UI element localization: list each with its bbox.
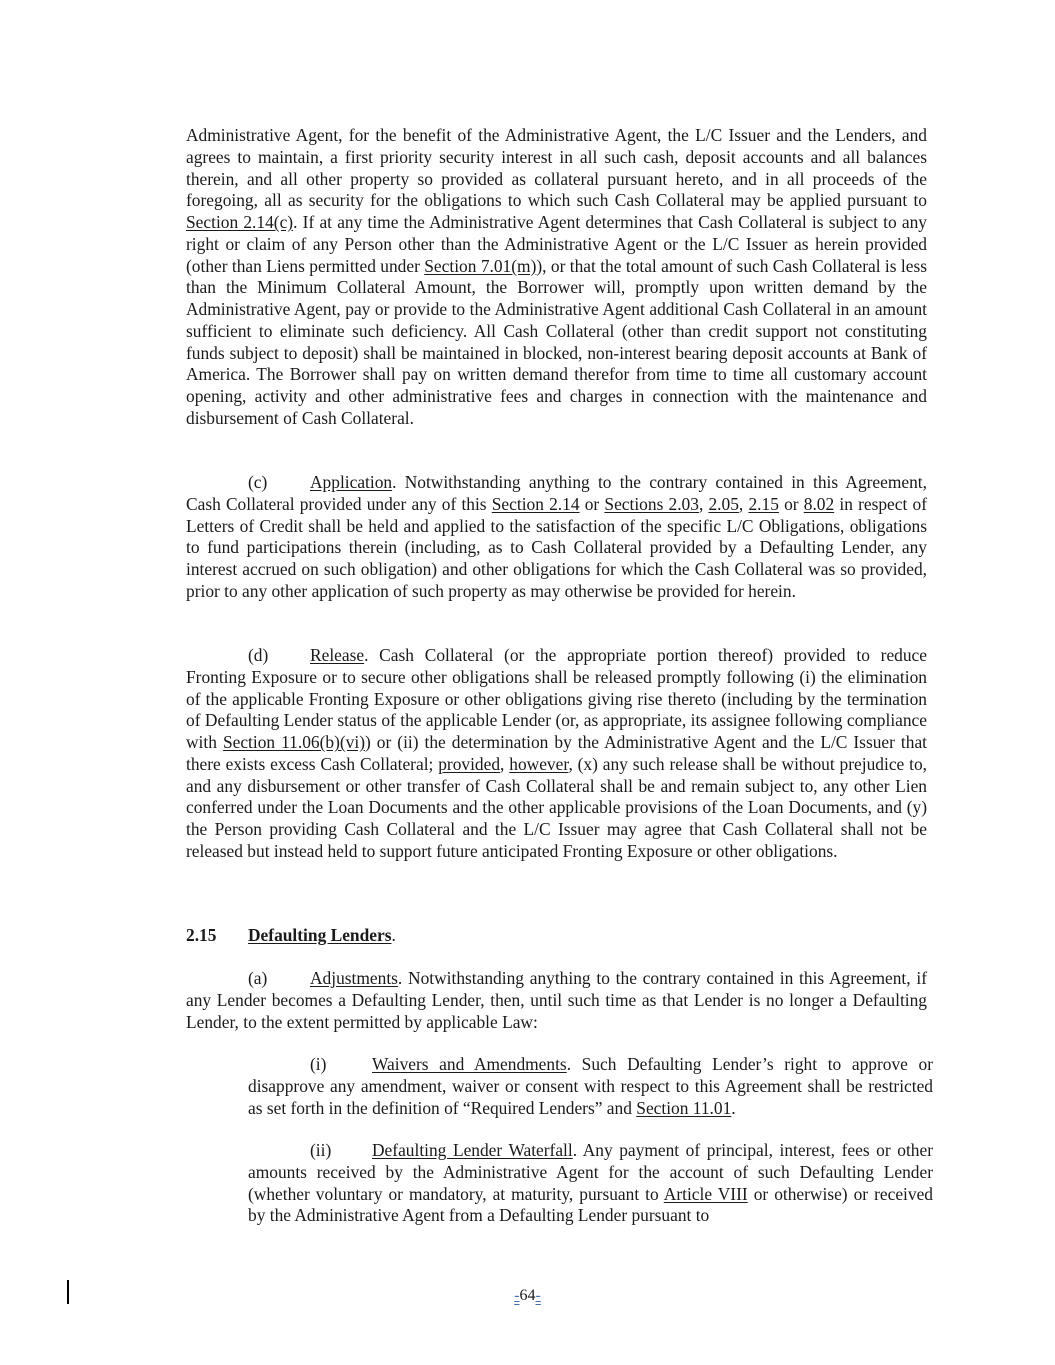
text-run: . Cash Collateral (or the appropriate portion thereof) provided to reduce Fronting Exposure or to secure other obligations shall be released promptly following (i) the elimination of the applicable Fronting Exposure or other obligations giving rise thereto (including by the termination of Defaulting Lender status of the applicable Lender (or, as appropriate, its assignee following compliance with (186, 645, 927, 752)
page-number-dash: - (514, 1287, 520, 1304)
paragraph-label: (ii) (310, 1140, 332, 1160)
text-run: or (579, 493, 605, 514)
page-number-dash: - (535, 1287, 541, 1304)
section-ref-2-14: Section 2.14 (491, 493, 580, 514)
text-run: , (500, 753, 510, 774)
section-ref-11-06: Section 11.06(b)(vi) (222, 732, 365, 752)
text-run: ), or that the total amount of such Cash Collateral is less than the Minimum Collateral Amount, the Borrower will, promptly upon written demand by the Administrative Agent, pay or provide to the Administrative Agent additional Cash Collateral in an amount sufficient to eliminate such deficiency. All Cash Collateral (other than credit support not constituting funds subject to deposit) shall be maintained in blocked, non-interest bearing deposit accounts at Bank of America. The Borrower shall pay on written demand therefor from time to time all customary account opening, activity and other administrative fees and charges in connection with the maintenance and disbursement of Cash Collateral. (186, 255, 927, 428)
paragraph-b-continuation (186, 125, 927, 430)
text-run: . (731, 1097, 736, 1118)
article-ref-viii: Article VIII (663, 1183, 748, 1204)
text-run: . Such Defaulting Lender’s right to approve or disapprove any amendment, waiver or consent with respect to this Agreement shall be restricted as set forth in the definition of “Required Lenders” and (248, 1054, 933, 1118)
paragraph-label: (a) (248, 968, 268, 988)
text-run: . Any payment of principal, interest, fees or other amounts received by the Administrative Agent for the account of such Defaulting Lender (whether voluntary or mandatory, at maturity, pursuant to (248, 1140, 933, 1204)
section-ref-11-01: Section 11.01 (636, 1097, 732, 1118)
paragraph-d (186, 645, 927, 863)
paragraph-label: (i) (310, 1054, 327, 1074)
term-provided: provided (438, 753, 501, 774)
section-title: Defaulting Lenders (248, 925, 392, 945)
paragraph-title-waterfall: Defaulting Lender Waterfall (372, 1140, 573, 1160)
text-run: ) or (ii) the determination by the Administrative Agent and the L/C Issuer that there exists excess Cash Collateral; (186, 732, 928, 774)
section-ref-2-14c: Section 2.14(c) (186, 212, 294, 232)
text-run: , (698, 493, 709, 514)
section-ref-2-05: 2.05 (708, 493, 739, 514)
term-however: however (509, 753, 569, 774)
page-number (0, 1285, 1055, 1307)
text-run: . If at any time the Administrative Agent determines that Cash Collateral is subject to any right or claim of any Person other than the Administrative Agent or the L/C Issuer as herein provided (other than Liens permitted under (186, 212, 927, 276)
text-run: or otherwise) or received by the Administrative Agent from a Defaulting Lender pursuant to (248, 1183, 933, 1226)
section-heading-2-15 (186, 925, 396, 947)
text-run: . Notwithstanding anything to the contrary contained in this Agreement, Cash Collateral provided under any of this (186, 472, 927, 514)
paragraph-label: (c) (248, 472, 268, 492)
text-run: . Notwithstanding anything to the contrary contained in this Agreement, if any Lender becomes a Defaulting Lender, then, until such time as that Lender is no longer a Defaulting Lender, to the extent permitted by applicable Law: (186, 968, 927, 1032)
section-ref-7-01m: Section 7.01(m) (424, 255, 537, 276)
section-ref-2-03: Sections 2.03 (604, 493, 699, 514)
section-ref-8-02: 8.02 (803, 493, 835, 514)
paragraph-title-release: Release (310, 645, 365, 665)
section-number: 2.15 (186, 925, 217, 945)
section-title-period: . (391, 925, 396, 945)
page-number-value: 64 (519, 1287, 536, 1304)
paragraph-a (186, 968, 927, 1033)
section-ref-2-15: 2.15 (748, 493, 779, 514)
text-run: or (778, 493, 804, 514)
paragraph-title-waivers: Waivers and Amendments (372, 1054, 567, 1074)
paragraph-c (186, 472, 927, 603)
paragraph-label: (d) (248, 645, 269, 665)
paragraph-title-application: Application (310, 472, 393, 492)
text-run: , (738, 493, 749, 514)
paragraph-title-adjustments: Adjustments (310, 968, 398, 988)
text-run: Administrative Agent, for the benefit of the Administrative Agent, the L/C Issuer and the Lenders, and agrees to maintain, a first priority security interest in all such cash, deposit accounts and all balances therein, and all other property so provided as collateral pursuant hereto, and in all proceeds of the foregoing, all as security for the obligations to which such Cash Collateral may be applied pursuant to (186, 125, 927, 211)
text-run: , (x) any such release shall be without prejudice to, and any disbursement or other transfer of Cash Collateral shall be and remain subject to, any other Lien conferred under the Loan Documents and the other applicable provisions of the Loan Documents, and (y) the Person providing Cash Collateral and the L/C Issuer may agree that Cash Collateral shall not be released but instead held to support future anticipated Fronting Exposure or other obligations. (186, 753, 927, 861)
text-run: in respect of Letters of Credit shall be held and applied to the satisfaction of the specific L/C Obligations, obligations to fund participations therein (including, as to Cash Collateral provided by a Defaulting Lender, any interest accrued on such obligation) and other obligations for which the Cash Collateral was so provided, prior to any other application of such property as may otherwise be provided for herein. (186, 493, 927, 601)
paragraph-i (248, 1054, 933, 1119)
paragraph-ii (248, 1140, 933, 1227)
